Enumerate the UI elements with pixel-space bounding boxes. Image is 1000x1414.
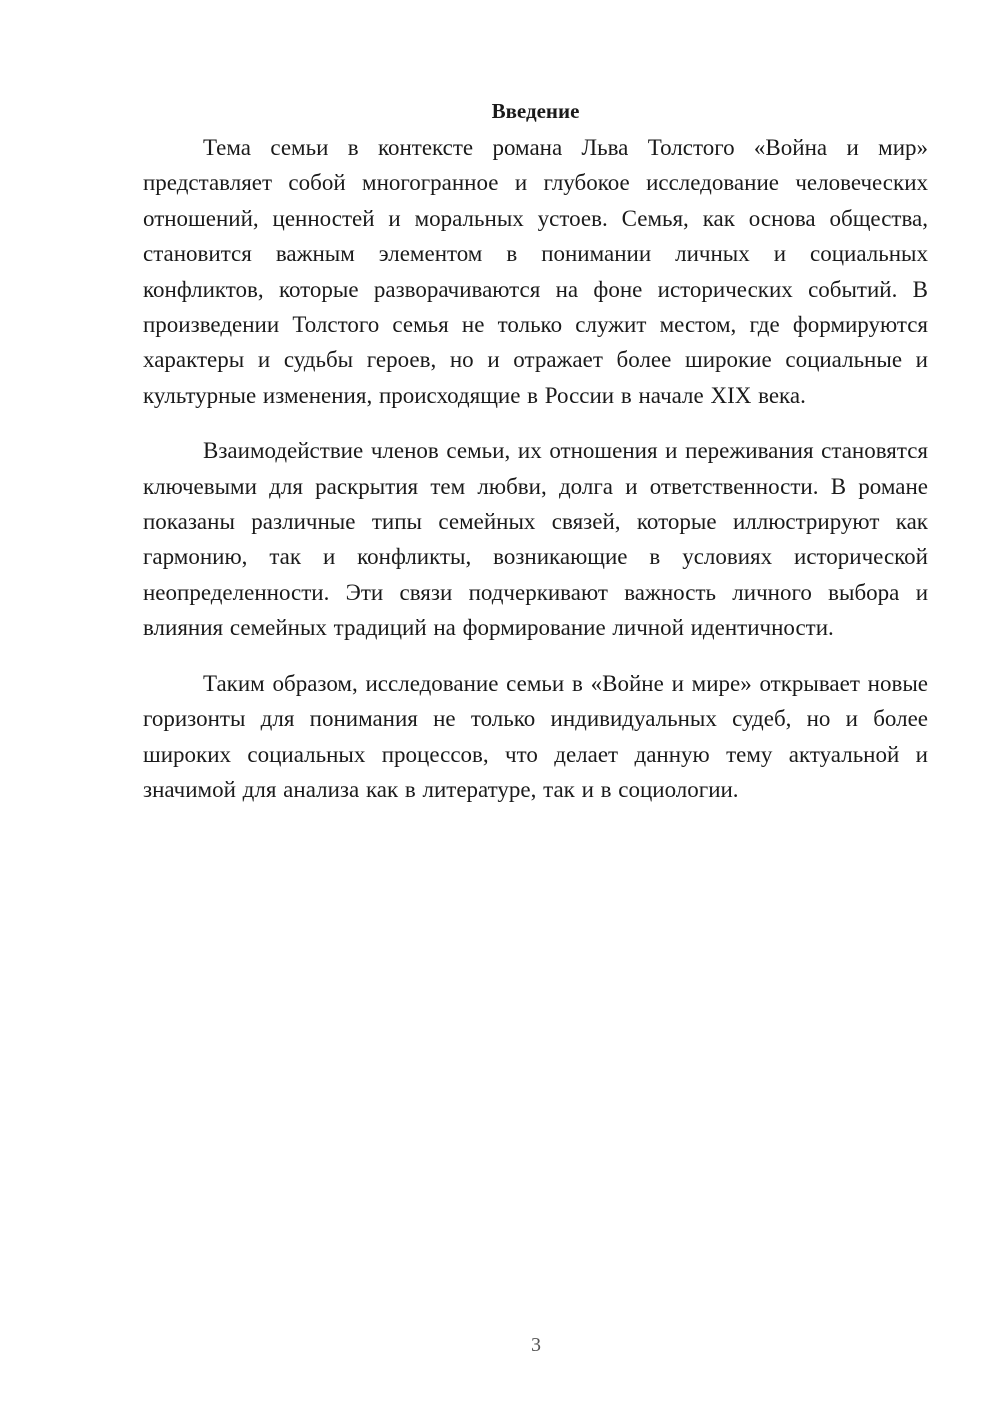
page-content [143,96,928,827]
paragraph-2: Взаимодействие членов семьи, их отношения и переживания становятся ключевыми для раскрытия тем любви, долга и ответственности. В романе показаны различные типы семейных связей, которые иллюстрируют как гармонию, так и конфликты, возникающие в условиях исторической неопределенности. Эти связи подчеркивают важность личного выбора и влияния семейных традиций на формирование личной идентичности. [143,438,928,641]
paragraph-3: Таким образом, исследование семьи в «Войне и мире» открывает новые горизонты для понимания не только индивидуальных судеб, но и более широких социальных процессов, что делает данную тему актуальной и значимой для анализа как в литературе, так и в социологии. [143,670,928,802]
paragraph-1: Тема семьи в контексте романа Льва Толстого «Война и мир» представляет собой многогранное и глубокое исследование человеческих отношений, ценностей и моральных устоев. Семья, как основа общества, становится важным элементом в понимании личных и социальных конфликтов, которые разворачиваются на фоне исторических событий. В произведении Толстого семья не только служит местом, где формируются характеры и судьбы героев, но и отражает более широкие социальные и культурные изменения, происходящие в России в начале XIX века. [143,135,928,408]
section-heading: Введение [491,99,580,123]
page-number: 3 [531,1334,541,1356]
